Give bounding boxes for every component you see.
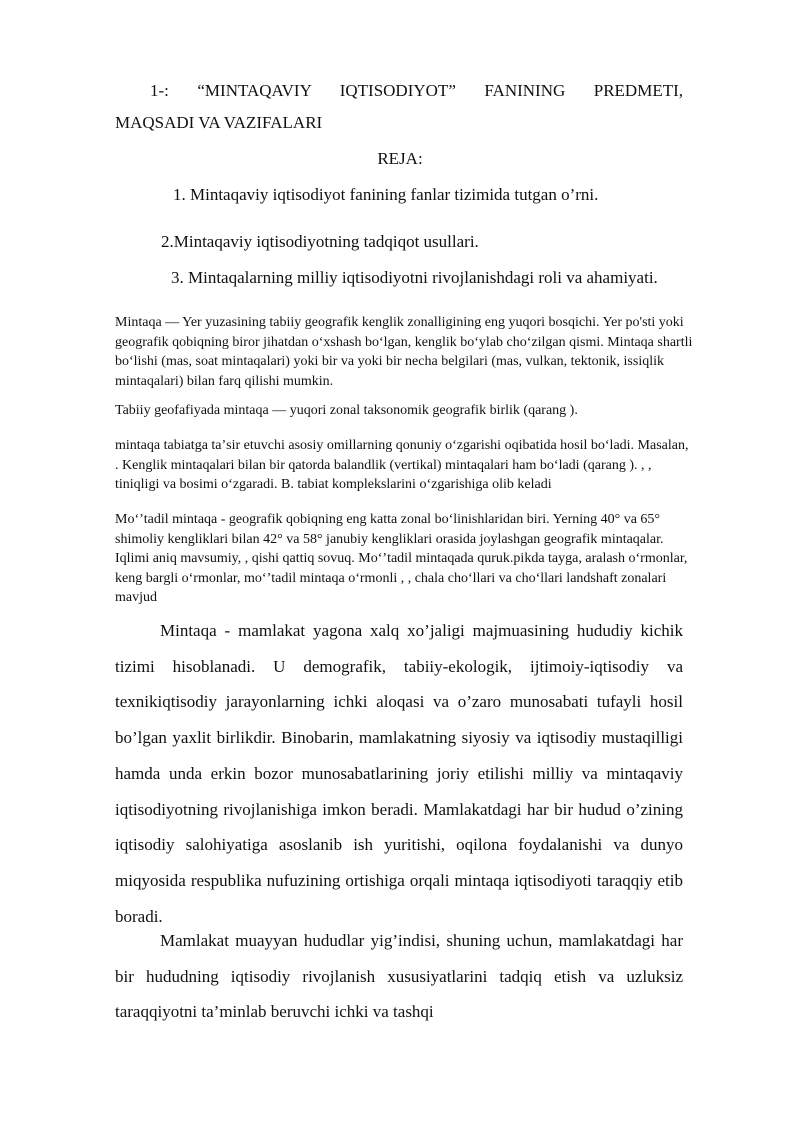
plan-title [0,148,800,170]
plan-item: 1. Mintaqaviy iqtisodiyot fanining fanlar tizimida tutgan o’rni. [173,185,599,204]
body-paragraph: Mamlakat muayyan hududlar yig’indisi, shuning uchun, mamlakatdagi har bir hududning iqtisodiy rivojlanish xususiyatlarini tadqiq etish va uzluksiz taraqqiyotni ta’minlab beruvchi ichki va tashqi [115,931,683,1022]
plan-item: 2.Mintaqaviy iqtisodiyotning tadqiqot usullari. [161,232,479,251]
chapter-title: 1-: “MINTAQAVIY IQTISODIYOT” FANINING PREDMETI, [150,81,683,100]
definition-paragraph: Tabiiy geofafiyada mintaqa — yuqori zonal taksonomik geografik birlik (qarang ). [115,403,578,418]
definition-paragraph: mintaqa tabiatga taʼsir etuvchi asosiy omillarning qonuniy oʻzgarishi oqibatida hosil boʻladi. Masalan, . Kenglik mintaqalari bilan bir qatorda balandlik (vertikal) mintaqalari ham boʻladi (qarang ). , , tiniqligi va bosimi oʻzgaradi. B. tabiat komplekslarini oʻzgarishiga olib keladi [115,438,689,493]
plan-title-text: REJA: [377,149,423,168]
body-paragraph: Mintaqa - mamlakat yagona xalq xo’jaligi majmuasining hududiy kichik tizimi hisoblanadi. U demografik, tabiiy-ekologik, ijtimoiy-iqtisodiy va texnikiqtisodiy jarayonlarning ichki aloqasi va o’zaro munosabati tufayli hosil bo’lgan yaxlit birlikdir. Binobarin, mamlakatning siyosiy va iqtisodiy mustaqilligi hamda unda erkin bozor munosabatlarining joriy etilishi milliy va mintaqaviy iqtisodiyotning rivojlanishiga imkon beradi. Mamlakatdagi har bir hudud o’zining iqtisodiy salohiyatiga asoslanib ish yuritishi, oqilona foydalanishi va dunyo miqyosida respublika nufuzining ortishiga orqali mintaqa iqtisodiyoti taraqqiy etib boradi. [115,621,683,926]
definition-paragraph: Mintaqa — Yer yuzasining tabiiy geografik kenglik zonalligining eng yuqori bosqichi. Yer po'sti yoki geografik qobiqning biror jihatdan oʻxshash boʻlgan, kenglik boʻylab choʻzilgan qismi. Mintaqa shartli boʻlishi (mas, soat mintaqalari) yoki bir va yoki bir necha belgilari (mas, vulkan, tektonik, issiqlik mintaqalari) bilan farq qilishi mumkin. [115,315,693,389]
definition-paragraph: Moʻʼtadil mintaqa - geografik qobiqning eng katta zonal boʻlinishlaridan biri. Yerning 40° va 65° shimoliy kengliklari bilan 42° va 58° janubiy kengliklari orasida joylashgan geografik mintaqalar. Iqlimi aniq mavsumiy, , qishi qattiq sovuq. Moʻʼtadil mintaqada quruk.pikda tayga, aralash oʻrmonlar, keng bargli oʻrmonlar, moʻʼtadil mintaqa oʻrmonli , , chala choʻllari va choʻllari landshaft zonalari mavjud [115,512,688,606]
chapter-title-continued: MAQSADI VA VAZIFALARI [115,113,323,132]
plan-item: 3. Mintaqalarning milliy iqtisodiyotni rivojlanishdagi roli va ahamiyati. [171,268,658,287]
